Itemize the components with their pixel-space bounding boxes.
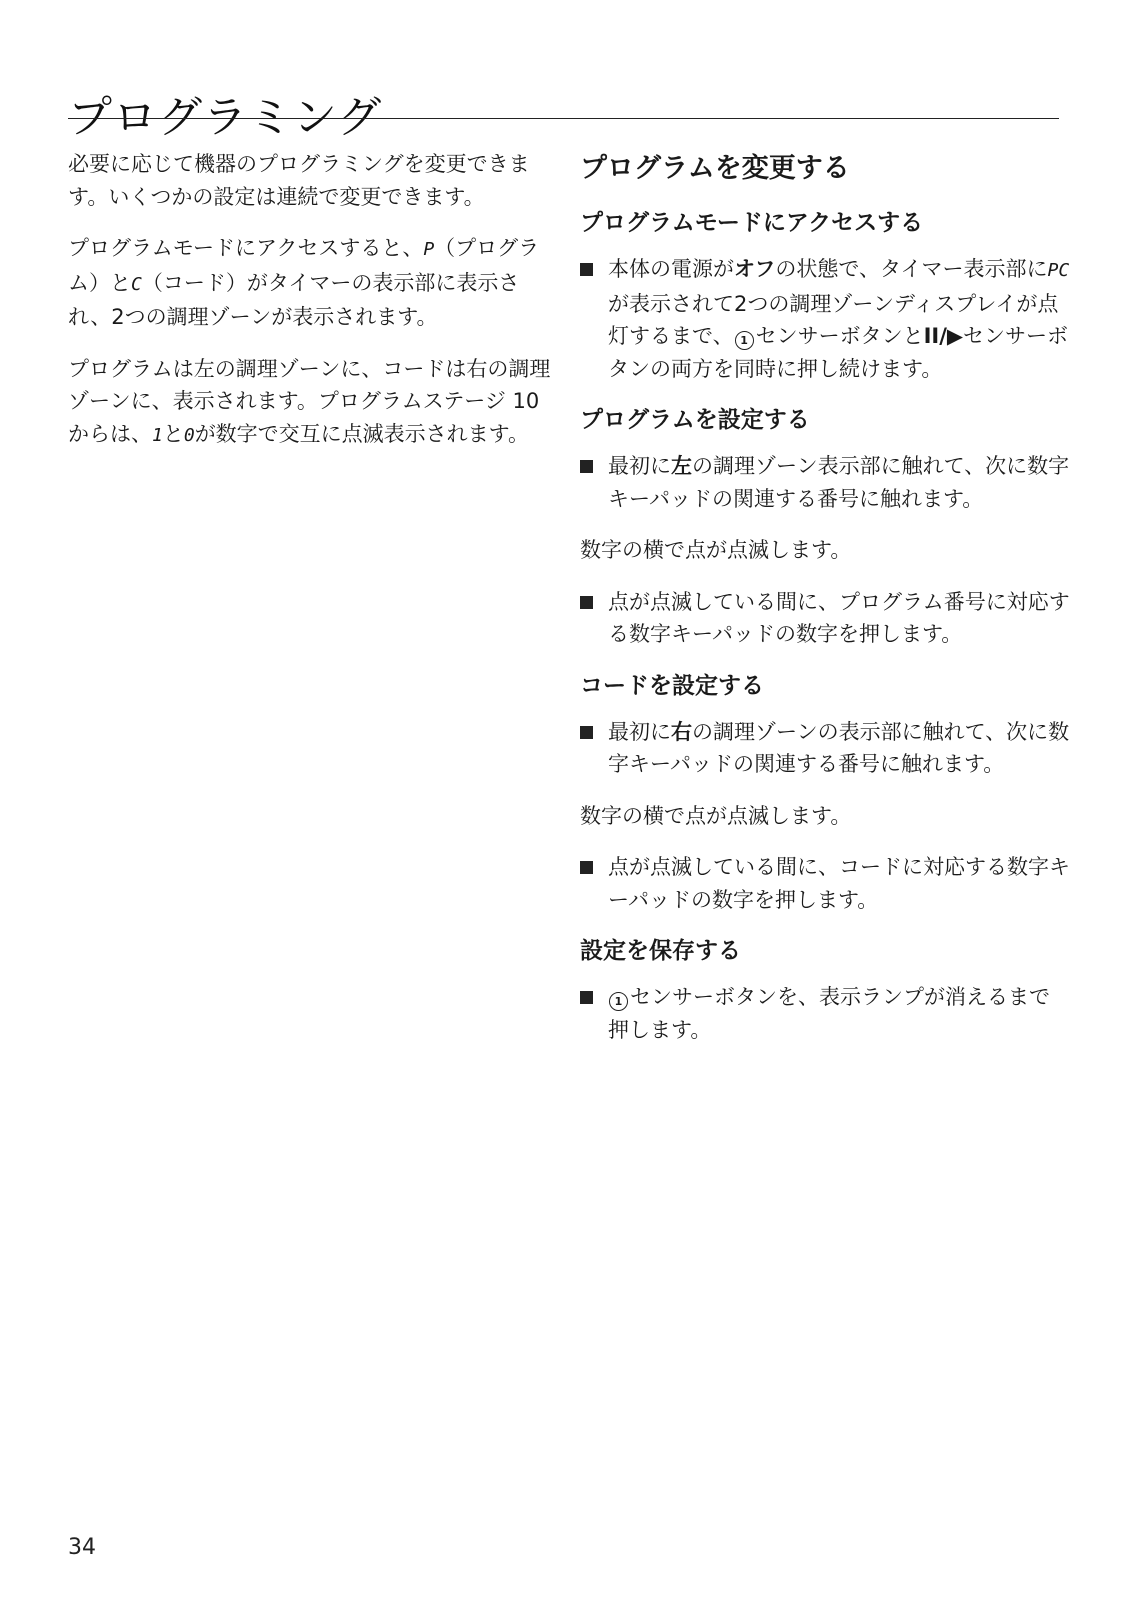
off-emphasis: オフ [734,257,776,281]
heading-change-program: プログラムを変更する [580,153,850,184]
bullet-square-icon [580,861,593,874]
program-instruction-1: 最初に左の調理ゾーン表示部に触れて、次に数字キーパッドの関連する番号に触れます。 [580,450,1070,515]
display-pc-symbol: PC [1047,260,1070,281]
power-sensor-icon: 1 [609,992,628,1011]
intro-paragraph: 必要に応じて機器のプログラミングを変更できます。いくつかの設定は連続で変更できます。 [68,152,530,209]
bullet-square-icon [580,726,593,739]
code-instruction-1: 最初に右の調理ゾーンの表示部に触れて、次に数字キーパッドの関連する番号に触れます。 [580,716,1070,781]
bullet-square-icon [580,991,593,1004]
power-sensor-icon: 1 [735,331,754,350]
access-instruction: 本体の電源がオフの状態で、タイマー表示部にPCが表示されて2つの調理ゾーンディスプレイが点灯するまで、 1 センサーボタンとII/▶センサーボタンの両方を同時に押し続けます。 [580,253,1070,385]
page-title: プログラミング [68,92,383,144]
right-emphasis: 右 [671,719,692,744]
save-instruction: 1 センサーボタンを、表示ランプが消えるまで押します。 [580,981,1070,1046]
program-instruction-2: 点が点滅している間に、プログラム番号に対応する数字キーパッドの数字を押します。 [580,586,1070,651]
program-note: 数字の横で点が点滅します。 [580,538,852,562]
bullet-square-icon [580,460,593,473]
display-c-symbol: C [131,273,142,295]
zone-display-paragraph: プログラムは左の調理ゾーンに、コードは右の調理ゾーンに、表示されます。プログラムステージ 10からは、1と0が数字で交互に点滅表示されます。 [68,356,551,446]
display-p-symbol: P [423,239,435,260]
play-pause-icon: II/▶ [923,324,964,348]
display-1-symbol: 1 [152,424,163,446]
right-column [580,148,1070,1065]
title-divider [68,118,1059,119]
code-instruction-2: 点が点滅している間に、コードに対応する数字キーパッドの数字を押します。 [580,851,1070,916]
page-number: 34 [68,1535,96,1560]
bullet-square-icon [580,263,593,276]
left-column [68,148,554,471]
heading-access-program-mode: プログラムモードにアクセスする [580,210,924,236]
heading-set-program: プログラムを設定する [580,407,810,433]
code-note: 数字の横で点が点滅します。 [580,803,852,828]
heading-set-code: コードを設定する [580,672,764,699]
bullet-square-icon [580,596,593,609]
heading-save-settings: 設定を保存する [580,938,741,964]
display-0-symbol: 0 [183,424,195,446]
left-emphasis: 左 [671,454,692,478]
program-mode-paragraph: プログラムモードにアクセスすると、P（プログラム）とC（コード）がタイマーの表示部に表示され、2つの調理ゾーンが表示されます。 [68,236,540,329]
